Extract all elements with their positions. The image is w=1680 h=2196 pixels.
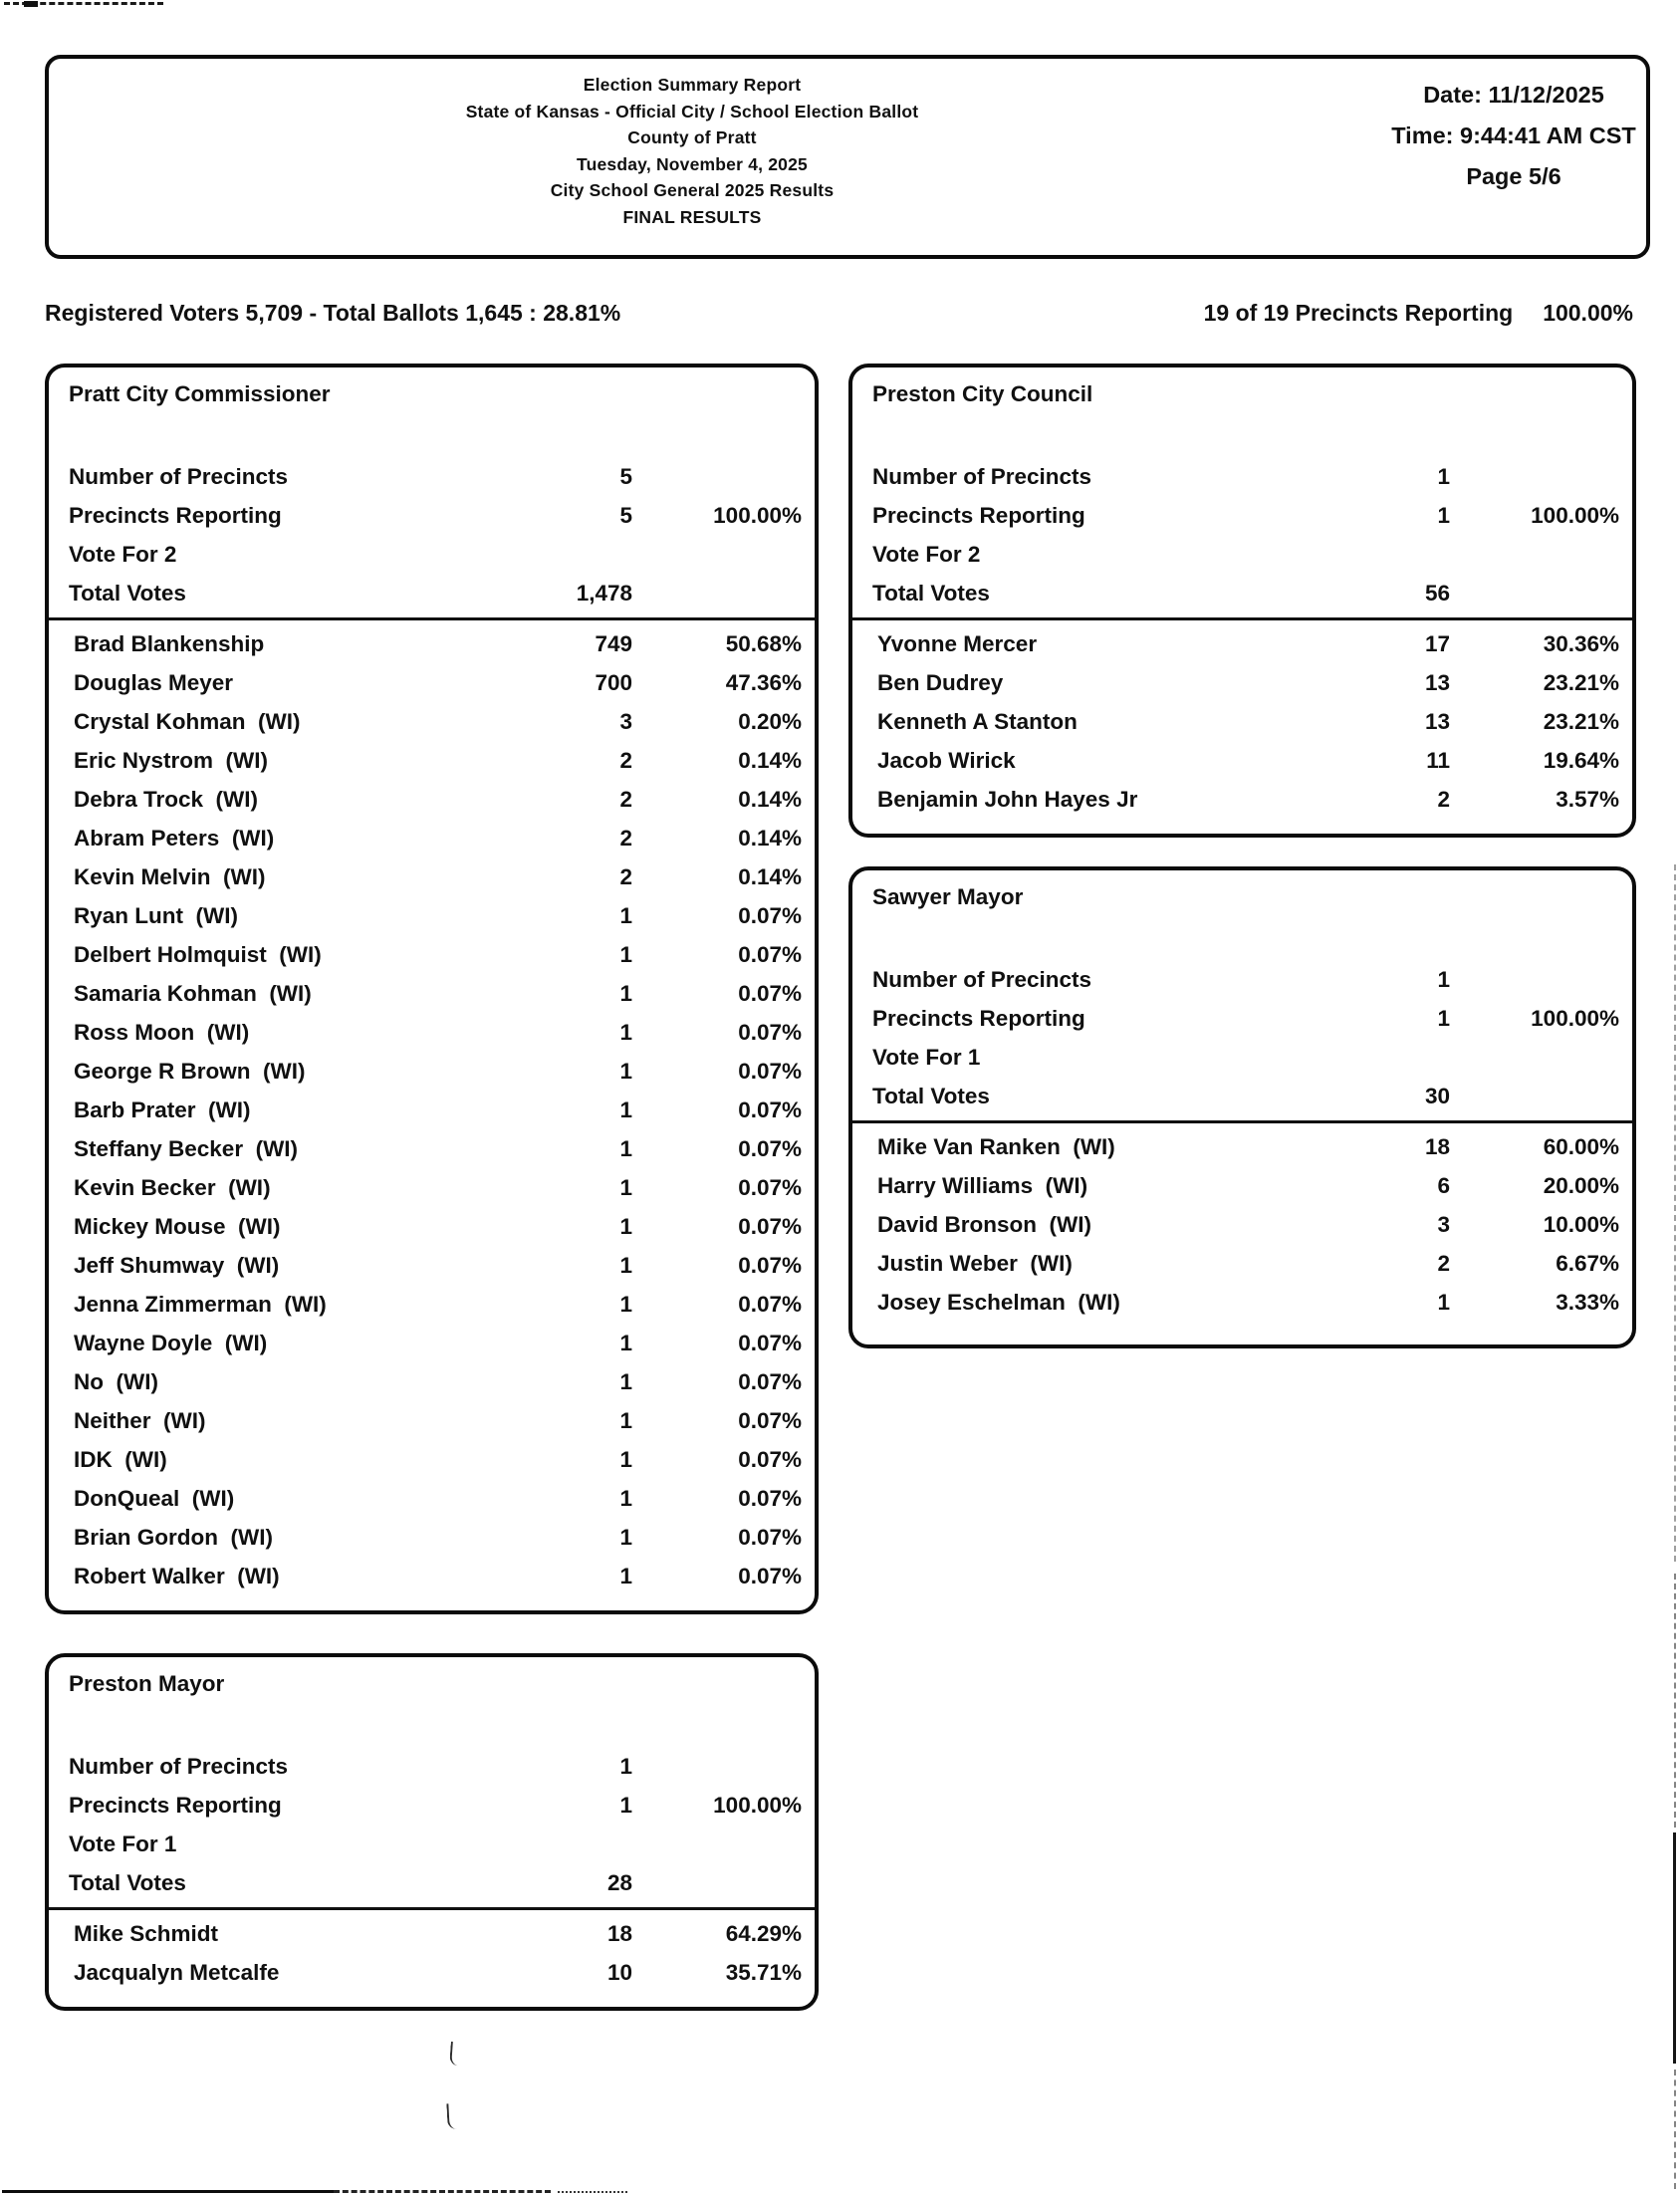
candidate-votes: 1 [619, 1214, 632, 1239]
stat-row [852, 535, 1632, 574]
candidate-votes: 1 [619, 1098, 632, 1122]
candidate-name: Robert Walker (WI) [74, 1564, 280, 1588]
candidate-votes: 700 [595, 670, 632, 695]
candidate-pct: 64.29% [725, 1921, 802, 1946]
candidate-name: Kevin Becker (WI) [74, 1175, 271, 1200]
candidate-pct: 0.07% [738, 1175, 802, 1200]
candidate-pct: 0.07% [738, 1020, 802, 1045]
precincts-reporting-label: 19 of 19 Precincts Reporting [1203, 300, 1514, 326]
candidate-votes: 1 [619, 1486, 632, 1511]
stat-pct [1450, 1038, 1619, 1077]
candidate-name: Harry Williams (WI) [877, 1173, 1088, 1198]
stat-value [503, 535, 632, 574]
stat-pct: 100.00% [1531, 503, 1619, 528]
candidate-row [49, 819, 815, 857]
candidate-pct: 0.07% [738, 1292, 802, 1317]
candidate-row [852, 1205, 1632, 1244]
stat-pct [632, 1863, 802, 1902]
candidate-votes: 1 [1437, 1290, 1450, 1315]
precincts-reporting-summary [1204, 300, 1633, 327]
candidate-votes: 2 [619, 748, 632, 773]
candidate-row [49, 624, 815, 663]
contest-title: Pratt City Commissioner [69, 381, 331, 406]
candidate-votes: 1 [619, 1020, 632, 1045]
candidate-row [49, 896, 815, 935]
contest-box-pratt-city-commissioner [45, 364, 819, 1614]
candidate-name: Wayne Doyle (WI) [74, 1331, 268, 1355]
stat-label: Number of Precincts [872, 464, 1092, 489]
contest-candidates [49, 1914, 815, 1992]
candidate-row [49, 1052, 815, 1091]
contest-stats [852, 960, 1632, 1115]
candidate-votes: 18 [1424, 1134, 1450, 1159]
stat-pct: 100.00% [713, 503, 802, 528]
candidate-name: Jacqualyn Metcalfe [74, 1960, 280, 1985]
candidate-votes: 1 [619, 1447, 632, 1472]
candidate-pct: 23.21% [1543, 709, 1619, 734]
candidate-name: Steffany Becker (WI) [74, 1136, 299, 1161]
candidate-votes: 1 [619, 1408, 632, 1433]
candidate-name: No (WI) [74, 1369, 158, 1394]
scan-artifact-right-edge [1674, 864, 1676, 1562]
stat-label: Total Votes [872, 1084, 990, 1108]
stat-row [852, 1077, 1632, 1115]
candidate-row [49, 974, 815, 1013]
candidate-pct: 6.67% [1556, 1251, 1619, 1276]
report-title-line: County of Pratt [627, 127, 757, 147]
candidate-pct: 0.14% [738, 826, 802, 851]
candidate-row [49, 1091, 815, 1129]
candidate-votes: 2 [619, 787, 632, 812]
candidate-votes: 1 [619, 1059, 632, 1084]
stat-value: 1 [1437, 464, 1450, 489]
contest-box-preston-city-council [848, 364, 1636, 838]
stat-pct [632, 1747, 802, 1786]
stat-label: Vote For 1 [69, 1831, 177, 1856]
candidate-pct: 0.20% [738, 709, 802, 734]
candidate-name: DonQueal (WI) [74, 1486, 235, 1511]
stat-label: Precincts Reporting [69, 1793, 282, 1818]
candidate-name: David Bronson (WI) [877, 1212, 1091, 1237]
stat-pct [1450, 960, 1619, 999]
candidate-pct: 0.14% [738, 864, 802, 889]
candidate-name: Kenneth A Stanton [877, 709, 1078, 734]
report-title-line: Election Summary Report [583, 75, 802, 95]
candidate-name: Jenna Zimmerman (WI) [74, 1292, 327, 1317]
candidate-name: Mickey Mouse (WI) [74, 1214, 281, 1239]
candidate-pct: 30.36% [1543, 631, 1619, 656]
stat-value [1320, 1038, 1450, 1077]
candidate-pct: 19.64% [1543, 748, 1619, 773]
stat-value: 28 [606, 1870, 632, 1895]
candidate-pct: 23.21% [1543, 670, 1619, 695]
scan-artifact-right-edge [1674, 1574, 1676, 1828]
candidate-row [852, 780, 1632, 819]
scan-artifact-right-edge [1674, 2070, 1676, 2189]
contest-title: Preston Mayor [69, 1671, 225, 1696]
candidate-name: Ross Moon (WI) [74, 1020, 250, 1045]
stat-label: Number of Precincts [872, 967, 1092, 992]
candidate-pct: 0.07% [738, 1253, 802, 1278]
stat-label: Number of Precincts [69, 1754, 289, 1779]
candidate-pct: 0.07% [738, 1059, 802, 1084]
scan-artifact-top-blob [24, 1, 38, 7]
candidate-pct: 50.68% [725, 631, 802, 656]
candidate-row [49, 1207, 815, 1246]
stat-pct [1450, 574, 1619, 612]
stat-label: Total Votes [69, 1870, 186, 1895]
results-divider [852, 1120, 1632, 1123]
report-meta-block [1389, 75, 1638, 197]
candidate-row [49, 1953, 815, 1992]
stat-value: 1 [1437, 967, 1450, 992]
candidate-row [49, 1479, 815, 1518]
candidate-name: Eric Nystrom (WI) [74, 748, 269, 773]
stat-pct [1450, 1077, 1619, 1115]
report-title-line: City School General 2025 Results [550, 180, 835, 200]
candidate-name: Jeff Shumway (WI) [74, 1253, 280, 1278]
contest-candidates [852, 624, 1632, 819]
candidate-name: George R Brown (WI) [74, 1059, 306, 1084]
stat-pct: 100.00% [713, 1793, 802, 1818]
stat-row [49, 1747, 815, 1786]
candidate-name: IDK (WI) [74, 1447, 167, 1472]
report-header-box [45, 55, 1650, 259]
stat-label: Vote For 2 [872, 542, 981, 567]
stat-value [1320, 535, 1450, 574]
candidate-row [49, 663, 815, 702]
candidate-row [852, 741, 1632, 780]
candidate-row [852, 624, 1632, 663]
candidate-name: Neither (WI) [74, 1408, 206, 1433]
candidate-row [49, 1914, 815, 1953]
candidate-votes: 10 [606, 1960, 632, 1985]
stat-row [49, 1786, 815, 1825]
stat-label: Precincts Reporting [69, 503, 282, 528]
candidate-row [49, 1440, 815, 1479]
candidate-row [49, 1246, 815, 1285]
candidate-row [49, 741, 815, 780]
candidate-votes: 1 [619, 903, 632, 928]
candidate-pct: 0.07% [738, 1564, 802, 1588]
candidate-pct: 0.07% [738, 1525, 802, 1550]
stat-label: Number of Precincts [69, 464, 289, 489]
stat-value: 56 [1424, 581, 1450, 606]
candidate-votes: 13 [1424, 709, 1450, 734]
candidate-name: Ben Dudrey [877, 670, 1004, 695]
stat-label: Vote For 2 [69, 542, 177, 567]
candidate-row [852, 663, 1632, 702]
candidate-row [852, 702, 1632, 741]
contest-stats [852, 457, 1632, 612]
report-title-line: FINAL RESULTS [622, 206, 762, 227]
candidate-pct: 0.07% [738, 1369, 802, 1394]
candidate-row [852, 1244, 1632, 1283]
candidate-votes: 1 [619, 1331, 632, 1355]
candidate-row [49, 857, 815, 896]
stat-value [503, 1825, 632, 1863]
candidate-votes: 11 [1426, 748, 1450, 773]
candidate-votes: 13 [1424, 670, 1450, 695]
candidate-votes: 3 [619, 709, 632, 734]
contest-box-sawyer-mayor [848, 866, 1636, 1348]
candidate-votes: 1 [619, 942, 632, 967]
candidate-pct: 3.33% [1556, 1290, 1619, 1315]
contest-title: Preston City Council [872, 381, 1093, 406]
stat-value: 5 [619, 503, 632, 528]
candidate-votes: 18 [606, 1921, 632, 1946]
candidate-pct: 35.71% [725, 1960, 802, 1985]
scan-artifact-bottom-line [334, 2190, 551, 2193]
candidate-name: Brad Blankenship [74, 631, 265, 656]
stat-row [49, 1863, 815, 1902]
candidate-votes: 1 [619, 1292, 632, 1317]
candidate-row [49, 1324, 815, 1362]
results-divider [852, 617, 1632, 620]
candidate-pct: 10.00% [1543, 1212, 1619, 1237]
stat-row [852, 457, 1632, 496]
candidate-row [49, 1362, 815, 1401]
report-date: Date: 11/12/2025 [1423, 82, 1604, 108]
stat-row [852, 1038, 1632, 1077]
candidate-pct: 60.00% [1543, 1134, 1619, 1159]
candidate-name: Samaria Kohman (WI) [74, 981, 312, 1006]
stat-row [852, 574, 1632, 612]
stat-value: 1 [619, 1754, 632, 1779]
candidate-votes: 1 [619, 1564, 632, 1588]
candidate-name: Mike Schmidt [74, 1921, 219, 1946]
contest-stats [49, 1747, 815, 1902]
candidate-votes: 2 [1437, 787, 1450, 812]
candidate-votes: 2 [1437, 1251, 1450, 1276]
contest-box-preston-mayor [45, 1653, 819, 2011]
candidate-votes: 1 [619, 981, 632, 1006]
candidate-pct: 0.07% [738, 1214, 802, 1239]
candidate-votes: 17 [1424, 631, 1450, 656]
candidate-pct: 0.07% [738, 1136, 802, 1161]
candidate-row [49, 1518, 815, 1557]
results-divider [49, 617, 815, 620]
candidate-row [852, 1166, 1632, 1205]
report-time: Time: 9:44:41 AM CST [1391, 122, 1636, 148]
candidate-row [852, 1283, 1632, 1322]
candidate-votes: 6 [1437, 1173, 1450, 1198]
candidate-pct: 0.07% [738, 981, 802, 1006]
candidate-name: Kevin Melvin (WI) [74, 864, 266, 889]
candidate-pct: 0.07% [738, 1408, 802, 1433]
scan-artifact-mark [446, 2103, 456, 2129]
contest-title: Sawyer Mayor [872, 884, 1024, 909]
candidate-row [49, 702, 815, 741]
candidate-name: Ryan Lunt (WI) [74, 903, 238, 928]
stat-pct [1450, 535, 1619, 574]
candidate-row [49, 1401, 815, 1440]
candidate-pct: 0.07% [738, 1331, 802, 1355]
stat-label: Vote For 1 [872, 1045, 981, 1070]
stat-label: Total Votes [872, 581, 990, 606]
scan-artifact-right-edge [1673, 1832, 1676, 2064]
report-title-line: State of Kansas - Official City / School Election Ballot [465, 101, 919, 122]
precincts-reporting-percent: 100.00% [1543, 300, 1633, 326]
stat-label: Total Votes [69, 581, 186, 606]
stat-row [49, 457, 815, 496]
candidate-name: Abram Peters (WI) [74, 826, 275, 851]
candidate-row [49, 1557, 815, 1595]
report-page-number: Page 5/6 [1466, 163, 1561, 189]
stat-value: 1 [619, 1793, 632, 1818]
candidate-pct: 20.00% [1543, 1173, 1619, 1198]
candidate-name: Mike Van Ranken (WI) [877, 1134, 1115, 1159]
stat-pct: 100.00% [1531, 1006, 1619, 1031]
stat-row [852, 960, 1632, 999]
candidate-votes: 1 [619, 1175, 632, 1200]
candidate-name: Delbert Holmquist (WI) [74, 942, 322, 967]
candidate-pct: 0.07% [738, 903, 802, 928]
candidate-name: Jacob Wirick [877, 748, 1016, 773]
candidate-row [49, 935, 815, 974]
stat-value: 5 [619, 464, 632, 489]
stat-pct [632, 1825, 802, 1863]
scan-artifact-bottom-line [2, 2190, 334, 2193]
registered-voters-summary: Registered Voters 5,709 - Total Ballots 1,645 : 28.81% [45, 300, 621, 326]
candidate-votes: 1 [619, 1369, 632, 1394]
candidate-row [49, 1013, 815, 1052]
candidate-row [49, 780, 815, 819]
candidate-row [852, 1127, 1632, 1166]
stat-value: 1 [1437, 503, 1450, 528]
candidate-pct: 0.07% [738, 1447, 802, 1472]
report-title-block [95, 72, 1290, 230]
stat-value: 30 [1424, 1084, 1450, 1108]
candidate-pct: 0.07% [738, 942, 802, 967]
stat-row [852, 496, 1632, 535]
stat-pct [632, 535, 802, 574]
candidate-votes: 1 [619, 1253, 632, 1278]
stat-value: 1,478 [576, 581, 632, 606]
candidate-name: Justin Weber (WI) [877, 1251, 1073, 1276]
stat-row [852, 999, 1632, 1038]
candidate-pct: 0.14% [738, 748, 802, 773]
candidate-row [49, 1129, 815, 1168]
candidate-name: Brian Gordon (WI) [74, 1525, 273, 1550]
candidate-name: Josey Eschelman (WI) [877, 1290, 1120, 1315]
scan-artifact-bottom-line [558, 2191, 627, 2193]
stat-pct [1450, 457, 1619, 496]
stat-pct [632, 574, 802, 612]
candidate-name: Debra Trock (WI) [74, 787, 259, 812]
contest-stats [49, 457, 815, 612]
candidate-name: Benjamin John Hayes Jr [877, 787, 1138, 812]
stat-row [49, 574, 815, 612]
candidate-pct: 0.07% [738, 1486, 802, 1511]
candidate-pct: 3.57% [1556, 787, 1619, 812]
stat-label: Precincts Reporting [872, 1006, 1085, 1031]
candidate-votes: 3 [1437, 1212, 1450, 1237]
stat-row [49, 535, 815, 574]
candidate-pct: 0.14% [738, 787, 802, 812]
candidate-row [49, 1285, 815, 1324]
candidate-name: Douglas Meyer [74, 670, 234, 695]
stat-pct [632, 457, 802, 496]
stat-row [49, 496, 815, 535]
contest-candidates [852, 1127, 1632, 1322]
stat-label: Precincts Reporting [872, 503, 1085, 528]
candidate-name: Crystal Kohman (WI) [74, 709, 301, 734]
candidate-name: Yvonne Mercer [877, 631, 1038, 656]
report-title-line: Tuesday, November 4, 2025 [577, 153, 808, 174]
scan-artifact-mark [449, 2042, 460, 2067]
stat-value: 1 [1437, 1006, 1450, 1031]
results-divider [49, 1907, 815, 1910]
candidate-votes: 1 [619, 1525, 632, 1550]
candidate-pct: 47.36% [725, 670, 802, 695]
candidate-votes: 749 [595, 631, 632, 656]
stat-row [49, 1825, 815, 1863]
contest-candidates [49, 624, 815, 1595]
candidate-votes: 1 [619, 1136, 632, 1161]
candidate-pct: 0.07% [738, 1098, 802, 1122]
candidate-votes: 2 [619, 826, 632, 851]
candidate-row [49, 1168, 815, 1207]
candidate-votes: 2 [619, 864, 632, 889]
candidate-name: Barb Prater (WI) [74, 1098, 251, 1122]
